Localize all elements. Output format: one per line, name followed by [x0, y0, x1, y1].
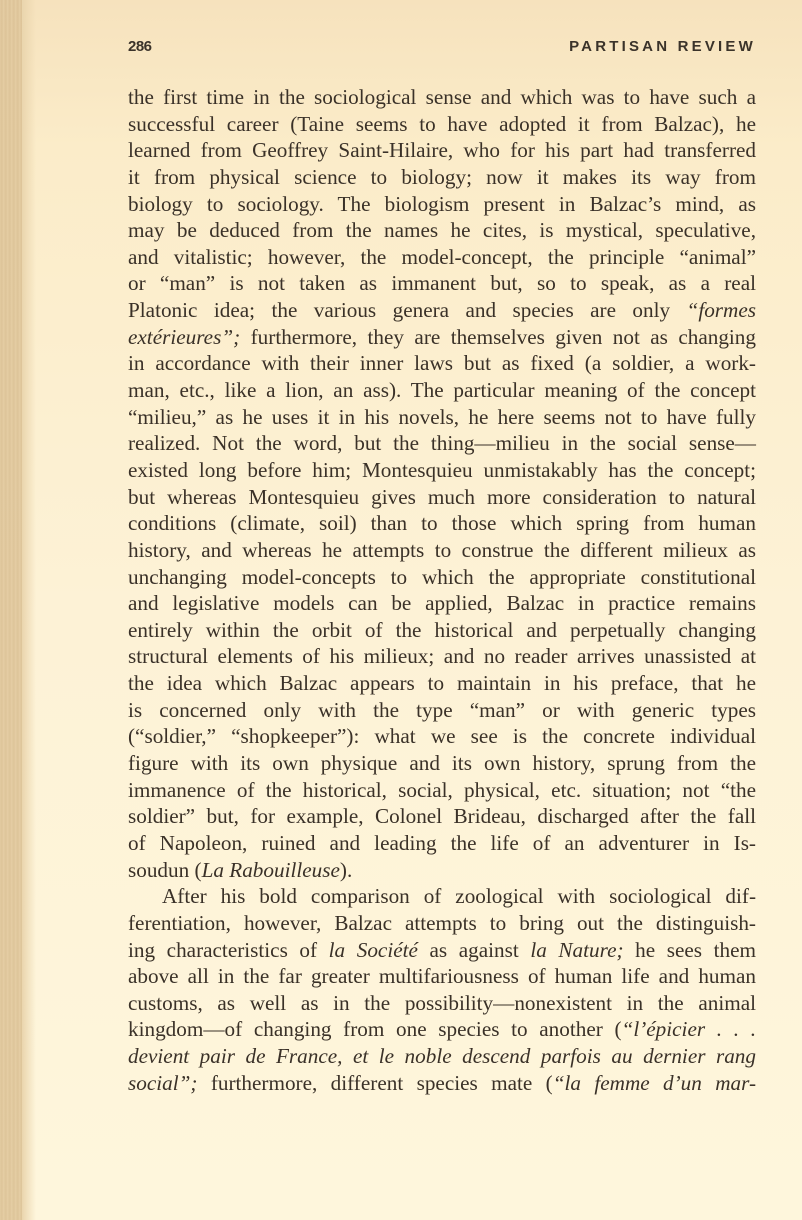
text-segment: as against: [417, 937, 531, 962]
italic-text-segment: “l’épicier . . .: [621, 1017, 756, 1042]
text-segment: above all in the far greater multifariousness of human life and human: [128, 964, 756, 989]
text-line: [128, 937, 756, 964]
text-segment: learned from Geoffrey Saint-Hilaire, who for his part had transferred: [128, 138, 756, 163]
running-header: [128, 38, 756, 62]
text-segment: ferentiation, however, Balzac attempts to bring out the distinguish-: [128, 910, 756, 935]
text-segment: is concerned only with the type “man” or with generic types: [128, 697, 756, 722]
text-segment: and vitalistic; however, the model-concept, the principle “animal”: [128, 244, 756, 269]
text-line: [128, 324, 756, 351]
text-line: [128, 857, 756, 884]
text-line: [128, 377, 756, 404]
italic-text-segment: “la femme d’un mar-: [552, 1070, 756, 1095]
text-segment: may be deduced from the names he cites, is mystical, speculative,: [128, 218, 756, 243]
text-line: [128, 217, 756, 244]
text-segment: of Napoleon, ruined and leading the life of an adventurer in Is-: [128, 830, 756, 855]
text-line: [128, 484, 756, 511]
text-line: [128, 510, 756, 537]
text-line: [128, 84, 756, 111]
text-segment: unchanging model-concepts to which the appropriate constitutional: [128, 564, 756, 589]
text-line: [128, 777, 756, 804]
text-line: [128, 883, 756, 910]
text-segment: successful career (Taine seems to have adopted it from Balzac), he: [128, 111, 756, 136]
text-segment: furthermore, different species mate (: [197, 1070, 553, 1095]
text-line: [128, 910, 756, 937]
text-line: [128, 430, 756, 457]
text-segment: figure with its own physique and its own history, sprung from the: [128, 751, 756, 776]
text-line: [128, 617, 756, 644]
book-spine-edge: [0, 0, 22, 1220]
italic-text-segment: extérieures”;: [128, 324, 241, 349]
text-line: [128, 537, 756, 564]
text-line: [128, 750, 756, 777]
text-line: [128, 1016, 756, 1043]
text-segment: the idea which Balzac appears to maintain in his preface, that he: [128, 671, 756, 696]
article-body: [128, 84, 756, 1096]
italic-text-segment: devient pair de France, et le noble descend parfois au dernier rang: [128, 1044, 756, 1069]
text-segment: (“soldier,” “shopkeeper”): what we see is the concrete individual: [128, 724, 756, 749]
text-line: [128, 564, 756, 591]
text-line: [128, 803, 756, 830]
text-segment: it from physical science to biology; now it makes its way from: [128, 164, 756, 189]
text-segment: After his bold comparison of zoological with sociological dif-: [162, 884, 756, 909]
journal-title: PARTISAN REVIEW: [569, 38, 756, 55]
text-segment: ing characteristics of: [128, 937, 329, 962]
italic-text-segment: La Rabouilleuse: [201, 857, 340, 882]
text-line: [128, 830, 756, 857]
text-segment: existed long before him; Montesquieu unmistakably has the concept;: [128, 457, 756, 482]
text-segment: “milieu,” as he uses it in his novels, he here seems not to have fully: [128, 404, 756, 429]
italic-text-segment: la Nature;: [530, 937, 624, 962]
italic-text-segment: la Société: [328, 937, 418, 962]
text-line: [128, 990, 756, 1017]
text-segment: ).: [339, 857, 353, 882]
text-line: [128, 350, 756, 377]
text-segment: entirely within the orbit of the historical and perpetually changing: [128, 617, 756, 642]
text-line: [128, 244, 756, 271]
text-line: [128, 111, 756, 138]
text-segment: history, and whereas he attempts to construe the different milieux as: [128, 537, 756, 562]
text-segment: the first time in the sociological sense and which was to have such a: [128, 85, 756, 109]
text-line: [128, 723, 756, 750]
text-segment: he sees them: [623, 937, 756, 962]
text-line: [128, 697, 756, 724]
text-segment: or “man” is not taken as immanent but, so to speak, as a real: [128, 271, 756, 296]
text-line: [128, 191, 756, 218]
text-line: [128, 963, 756, 990]
text-line: [128, 457, 756, 484]
text-segment: man, etc., like a lion, an ass). The particular meaning of the concept: [128, 378, 756, 403]
text-segment: Platonic idea; the various genera and species are only: [128, 298, 687, 323]
text-segment: customs, as well as in the possibility—nonexistent in the animal: [128, 990, 756, 1015]
text-line: [128, 270, 756, 297]
text-line: [128, 1070, 756, 1097]
italic-text-segment: social”;: [128, 1070, 198, 1095]
text-segment: and legislative models can be applied, Balzac in practice remains: [128, 591, 756, 616]
text-segment: in accordance with their inner laws but as fixed (a soldier, a work-: [128, 351, 756, 376]
text-segment: soldier” but, for example, Colonel Brideau, discharged after the fall: [128, 804, 756, 829]
text-segment: soudun (: [128, 857, 202, 882]
text-segment: kingdom—of changing from one species to another (: [128, 1017, 622, 1042]
text-line: [128, 1043, 756, 1070]
text-line: [128, 590, 756, 617]
text-segment: biology to sociology. The biologism present in Balzac’s mind, as: [128, 191, 756, 216]
text-segment: but whereas Montesquieu gives much more consideration to natural: [128, 484, 756, 509]
text-line: [128, 164, 756, 191]
italic-text-segment: “formes: [686, 298, 756, 323]
text-segment: conditions (climate, soil) than to those which spring from human: [128, 511, 756, 536]
text-line: [128, 643, 756, 670]
text-segment: immanence of the historical, social, physical, etc. situation; not “the: [128, 777, 756, 802]
text-segment: realized. Not the word, but the thing—milieu in the social sense—: [128, 431, 756, 456]
text-line: [128, 404, 756, 431]
page-number: 286: [128, 38, 152, 55]
text-line: [128, 670, 756, 697]
text-line: [128, 137, 756, 164]
text-line: [128, 297, 756, 324]
text-segment: furthermore, they are themselves given not as changing: [240, 324, 756, 349]
text-segment: structural elements of his milieux; and no reader arrives unassisted at: [128, 644, 756, 669]
spine-shadow: [22, 0, 36, 1220]
